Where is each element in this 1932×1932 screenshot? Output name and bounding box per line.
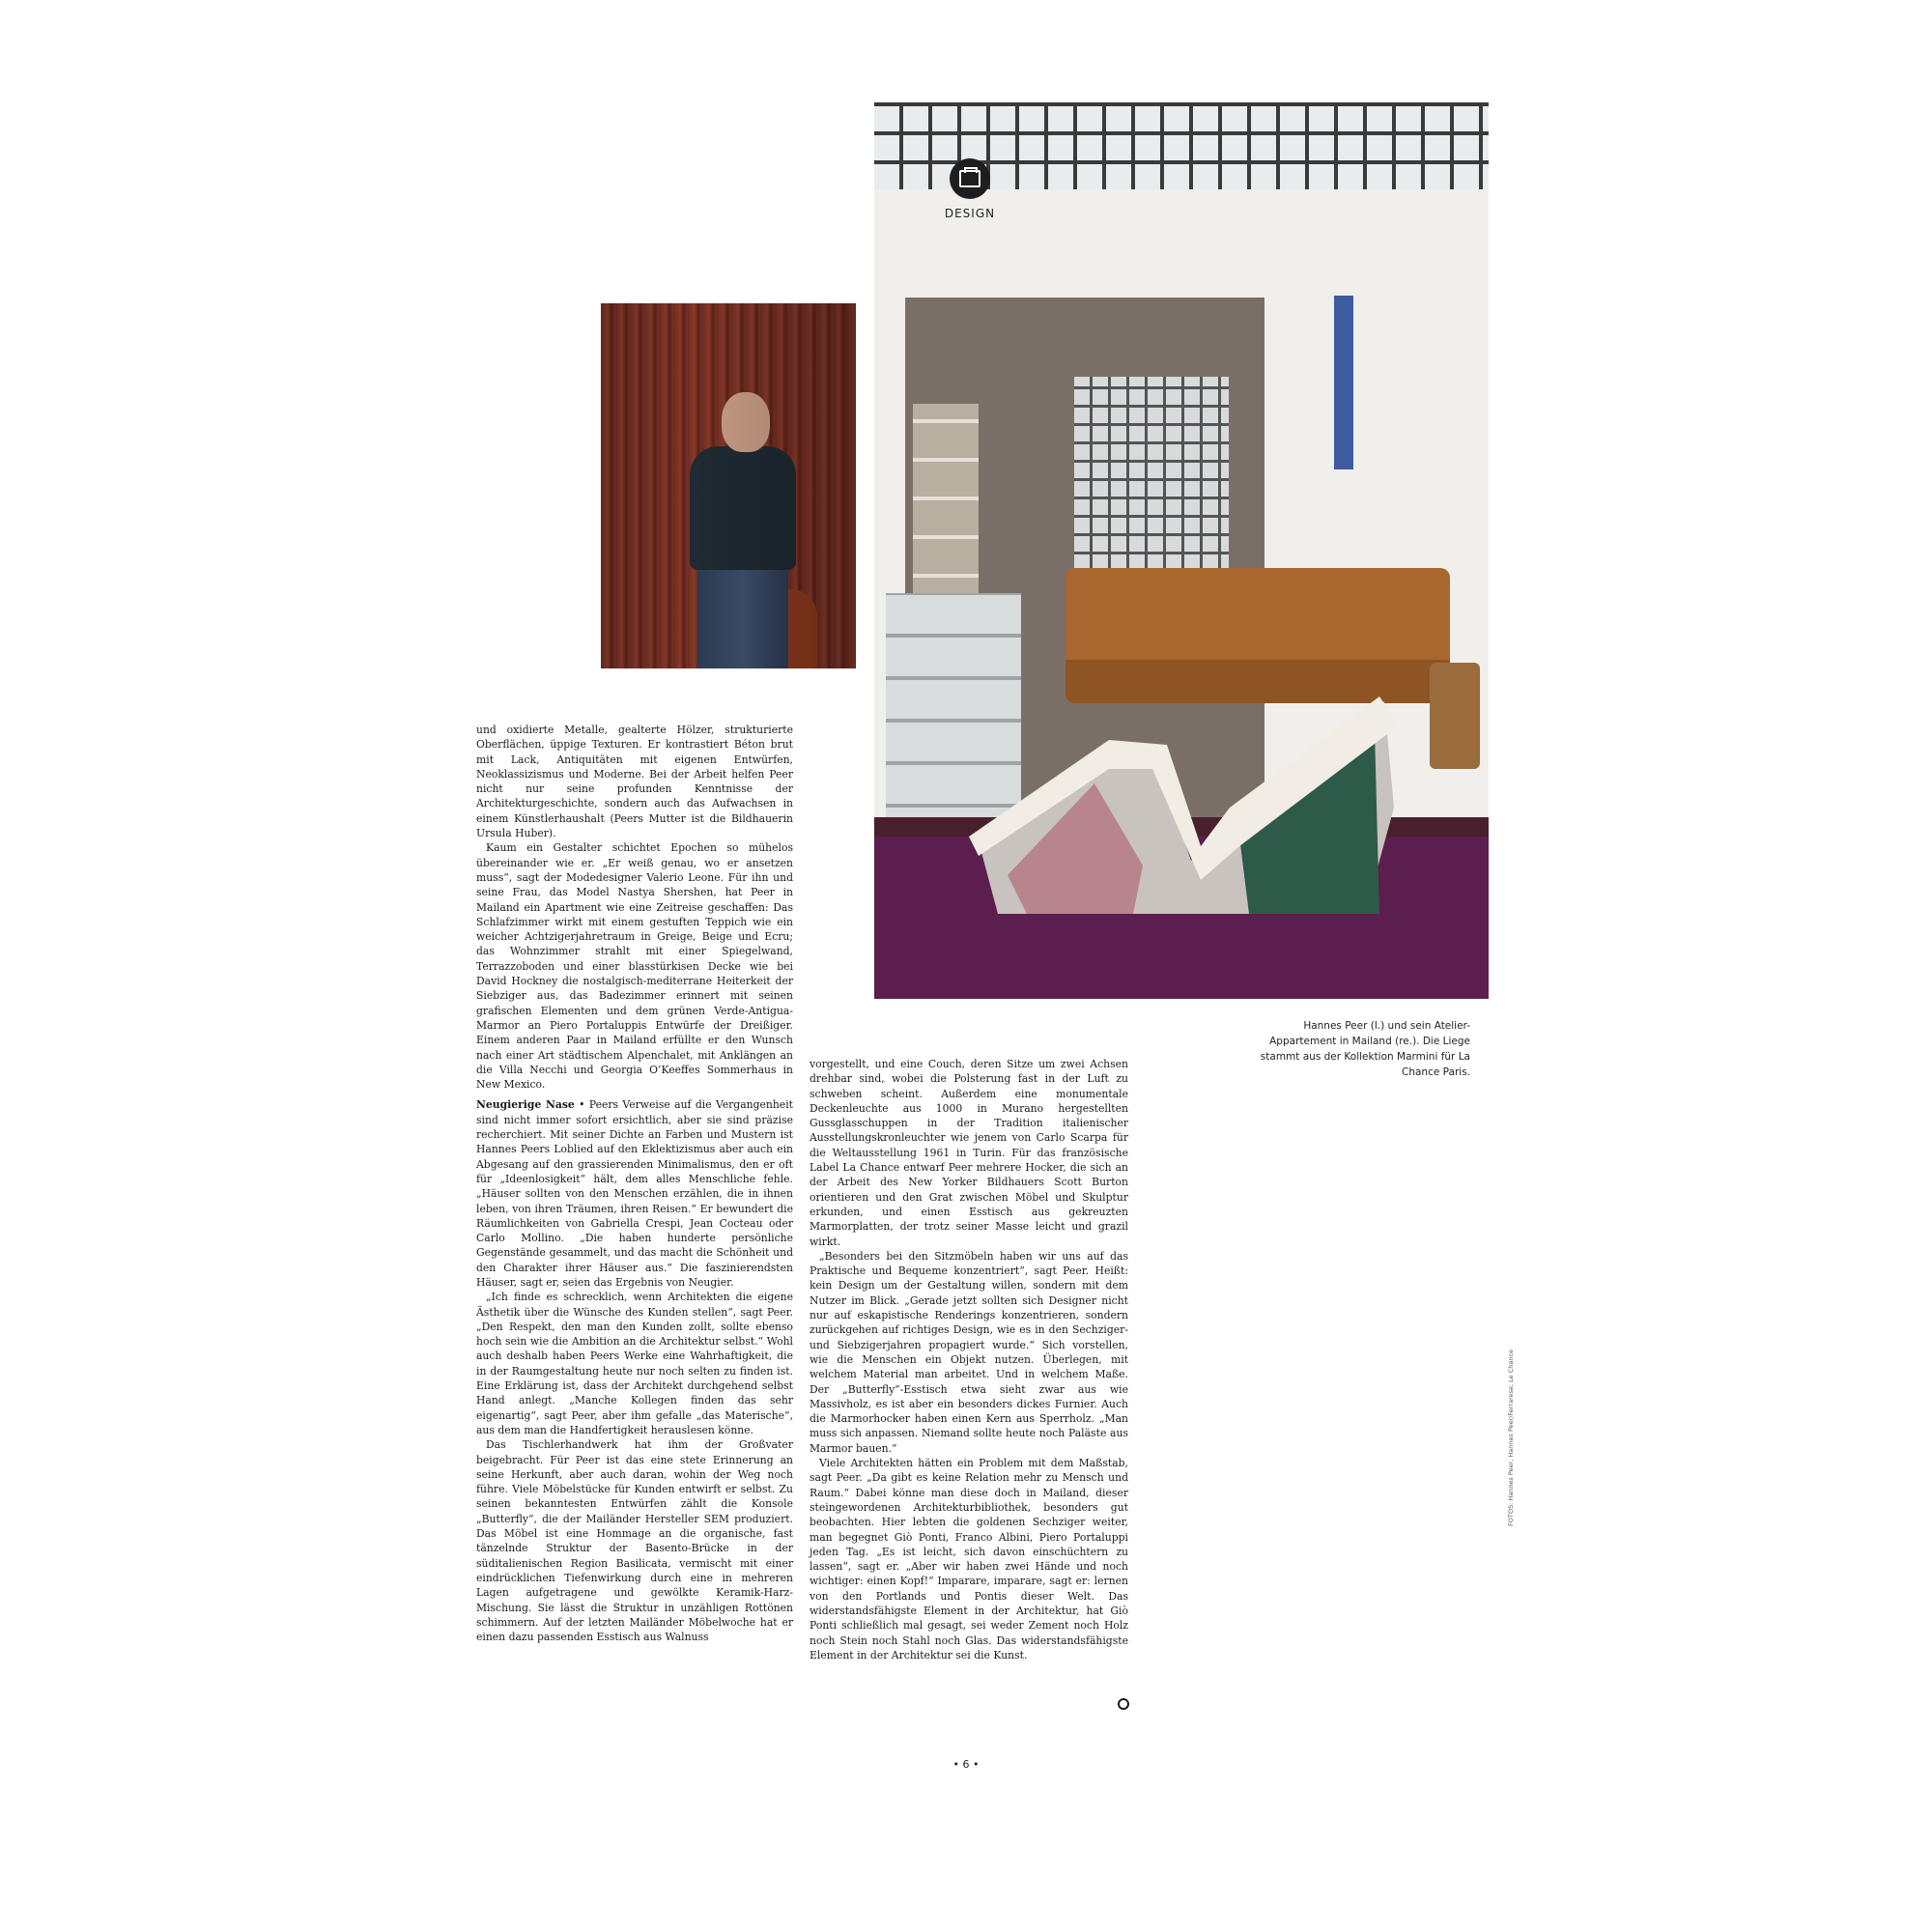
- paragraph: und oxidierte Metalle, gealterte Hölzer, strukturierte Oberflächen, üppige Texturen. Er kontrastiert Béton brut mit Lack, Antiquitäten mit eigenen Entwürfen, Neoklassizismus und Moderne. Bei der Arbeit helfen Peer nicht nur seine profunden Kenntnisse der Architekturgeschichte, sondern auch das Aufwachsen in einem Künstlerhaushalt (Peers Mutter ist die Bildhauerin Ursula Huber).: [476, 724, 793, 840]
- paragraph: „Besonders bei den Sitzmöbeln haben wir uns auf das Praktische und Bequeme konzentriert“, sagt Peer. Heißt: kein Design um der Gestaltung willen, sondern mit dem Nutzer im Blick. „Gerade jetzt sollten sich Designer nicht nur auf eskapistische Renderings konzentrieren, sondern zurückgehen auf richtiges Design, wie es in den Sechziger- und Siebzigerjahren propagiert wurde.“ Sich vorstellen, wie die Menschen ein Objekt nutzen. Überlegen, mit welchem Material man arbeitet. Und in welchem Maße. Der „Butterfly“-Esstisch etwa sieht zwar aus wie Massivholz, es ist aber ein besonders dickes Furnier. Auch die Marmorhocker haben einen Kern aus Sperrholz. „Man muss sich anpassen. Niemand sollte heute noch Paläste aus Marmor bauen.“: [810, 1249, 1128, 1455]
- wooden-stool: [1430, 663, 1480, 769]
- end-of-article-icon: [1118, 1698, 1129, 1710]
- leather-sofa: [1065, 568, 1450, 703]
- blue-artwork: [1334, 296, 1353, 469]
- paragraph: Kaum ein Gestalter schichtet Epochen so mühelos übereinander wie er. „Er weiß genau, wo er ansetzen muss“, sagt der Modedesigner Valerio Leone. Für ihn und seine Frau, das Model Nastya Shershen, hat Peer in Mailand ein Apartment wie eine Zeitreise geschaffen: Das Schlafzimmer wirkt mit einem gestuften Teppich wie ein weicher Achtzigerjahretraum in Greige, Beige und Ecru; das Wohnzimmer strahlt mit einer Spiegelwand, Terrazzoboden und einer blasstürkisen Decke wie bei David Hockney die nostalgisch-mediterrane Heiterkeit der Siebziger aus, das Badezimmer erinnert mit seinen grafischen Elementen und dem grünen Verde-Antigua-Marmor an Piero Portaluppis Entwürfe der Dreißiger. Einem anderen Paar in Mailand erfüllte er den Wunsch nach einer Art städtischem Alpenchalet, mit Anklängen an die Villa Necchi und Georgia O’Keeffes Sommerhaus in New Mexico.: [476, 841, 793, 1092]
- paragraph: Das Tischlerhandwerk hat ihm der Großvater beigebracht. Für Peer ist das eine stete Erinnerung an seine Herkunft, aber auch daran, wohin der Weg noch führe. Viele Möbelstücke für Kunden entwirft er selbst. Zu seinen bekanntesten Entwürfen zählt die Konsole „Butterfly“, die der Mailänder Hersteller SEM produziert. Das Möbel ist eine Hommage an die organische, fast tänzelnde Struktur der Basento-Brücke in der süditalienischen Region Basilicata, vermischt mit einer eindrücklichen Tiefenwirkung durch eine in mehreren Lagen aufgetragene und gewölkte Keramik-Harz-Mischung. Sie lässt die Struktur in unzähligen Rottönen schimmern. Auf der letzten Mailänder Möbelwoche hat er einen dazu passenden Esstisch aus Walnuss: [476, 1438, 793, 1644]
- design-section-icon: [950, 158, 990, 199]
- paragraph: „Ich finde es schrecklich, wenn Architekten die eigene Ästhetik über die Wünsche des Kunden stellen“, sagt Peer. „Den Respekt, den man den Kunden zollt, sollte ebenso hoch sein wie die Ambition an die Architektur selbst.“ Wohl auch deshalb haben Peers Werke eine Wahrhaftigkeit, die in der Raumgestaltung heute nur noch selten zu finden ist. Eine Erklärung ist, dass der Architekt durchgehend selbst Hand anlegt. „Manche Kollegen finden das sehr eigenartig“, sagt Peer, aber ihm gefalle „das Materische“, aus dem man die Handfertigkeit herauslesen könne.: [476, 1291, 793, 1436]
- section-label: DESIGN: [944, 207, 996, 220]
- photo-credit: FOTOS: Hannes Peer, Hannes Peer/Ferrarese, Le Chance: [1507, 1349, 1515, 1526]
- page-number: • 6 •: [952, 1758, 980, 1771]
- paragraph: Viele Architekten hätten ein Problem mit dem Maßstab, sagt Peer. „Da gibt es keine Relation mehr zu Mensch und Raum.“ Dabei könne man diese doch in Mailand, dieser steingewordenen Architekturbibliothek, besonders gut beobachten. Hier lebten die goldenen Sechziger weiter, man begegnet Giò Ponti, Franco Albini, Piero Portaluppi jeden Tag. „Es ist leicht, sich davon einschüchtern zu lassen“, sagt er. „Aber wir haben zwei Hände und noch wichtiger: einen Kopf!“ Imparare, imparare, sagt er: lernen von den Portlands und Pontis dieser Welt. Das widerstandsfähigste Element in der Architektur, hat Giò Ponti schließlich mal gesagt, sei weder Zement noch Holz noch Stein noch Stahl noch Glas. Das widerstandsfähigste Element in der Architektur sei die Kunst.: [810, 1457, 1128, 1662]
- paragraph: vorgestellt, und eine Couch, deren Sitze um zwei Achsen drehbar sind, wobei die Polsterung fast in der Luft zu schweben scheint. Außerdem eine monumentale Deckenleuchte aus 1000 in Murano hergestellten Gussglasschuppen in der Tradition italienischer Ausstellungskronleuchter wie jenem von Carlo Scarpa für die Weltausstellung 1961 in Turin. Für das französische Label La Chance entwarf Peer mehrere Hocker, die sich an der Arbeit des New Yorker Bildhauers Scott Burton orientieren und den Grat zwischen Möbel und Skulptur erkunden, und einen Esstisch aus gekreuzten Marmorplatten, der trotz seiner Masse leicht und grazil wirkt.: [810, 1058, 1128, 1248]
- back-window: [1074, 377, 1229, 570]
- marble-lounger: [940, 692, 1433, 923]
- interior-photo: [874, 102, 1489, 999]
- article-column-2: [810, 1057, 1128, 1662]
- paragraph: Neugierige Nase • Peers Verweise auf die Vergangenheit sind nicht immer sofort ersichtlich, aber sie sind präzise recherchiert. Mit seiner Dichte an Farben und Mustern ist Hannes Peers Loblied auf den Eklektizismus aber auch ein Abgesang auf den grassierenden Minimalismus, den er oft für „Ideenlosigkeit“ hält, dem alles Menschliche fehle. „Häuser sollten von den Menschen erzählen, die in ihnen leben, von ihren Träumen, ihren Reisen.“ Er bewundert die Räumlichkeiten von Gabriella Crespi, Jean Cocteau oder Carlo Mollino. „Die haben hunderte persönliche Gegenstände gesammelt, und das macht die Schönheit und den Charakter ihrer Häuser aus.“ Die faszinierendsten Häuser, sagt er, seien das Ergebnis von Neugier.: [476, 1098, 793, 1289]
- subheading: Neugierige Nase: [476, 1098, 575, 1112]
- article-column-1: [476, 723, 793, 1644]
- photo-caption: Hannes Peer (l.) und sein Atelier-Appartement in Mailand (re.). Die Liege stammt aus der Kollektion Marmini für La Chance Paris.: [1260, 1020, 1470, 1078]
- portrait-photo: [601, 303, 856, 668]
